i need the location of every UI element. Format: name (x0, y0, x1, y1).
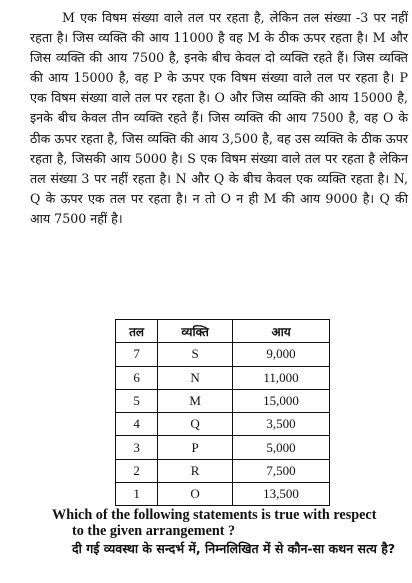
person-cell: M (158, 389, 233, 412)
person-cell: S (158, 343, 233, 366)
question-hindi: दी गई व्यवस्था के सन्दर्भ में, निम्नलिखित में से कौन-सा कथन सत्य है? (72, 541, 396, 556)
floor-cell: 7 (116, 343, 158, 366)
question-english-line-2: to the given arrangement ? (72, 523, 236, 539)
person-cell: N (158, 366, 233, 389)
question-english-line-1: Which of the following statements is true with respect (52, 507, 377, 523)
floor-cell: 5 (116, 389, 158, 412)
question-english (52, 507, 408, 539)
floor-cell: 1 (116, 483, 158, 506)
income-cell: 9,000 (233, 343, 330, 366)
puzzle-passage: M एक विषम संख्या वाले तल पर रहता है, लेकिन तल संख्या -3 पर नहीं रहता है। जिस व्यक्ति की आय 11000 है वह M के ठीक ऊपर रहता है। M और जिस व्यक्ति की आय 7500 है, इनके बीच केवल दो व्यक्ति रहते हैं। जिस व्यक्ति की आय 15000 है, वह P के ऊपर एक विषम संख्या वाले तल पर रहता है। P एक विषम संख्या वाले तल पर रहता है। O और जिस व्यक्ति की आय 15000 है, इनके बीच केवल तीन व्यक्ति रहते हैं। जिस व्यक्ति की आय 7500 है, वह O के ठीक ऊपर रहता है, जिस व्यक्ति की आय 3,500 है, वह उस व्यक्ति के ठीक ऊपर रहता है, जिसकी आय 5000 है। S एक विषम संख्या वाले तल पर रहता है लेकिन तल संख्या 3 पर नहीं रहता है। N और Q के बीच केवल एक व्यक्ति रहता है। N, Q के ऊपर एक तल पर रहता है। न तो O न ही M की आय 9000 है। Q की आय 7500 नहीं है। (30, 10, 408, 226)
arrangement-table (115, 319, 330, 506)
income-cell: 5,000 (233, 436, 330, 459)
floor-cell: 6 (116, 366, 158, 389)
header-person: व्यक्ति (158, 320, 233, 343)
floor-cell: 2 (116, 459, 158, 482)
floor-cell: 4 (116, 413, 158, 436)
person-cell: O (158, 483, 233, 506)
table-row (116, 366, 330, 389)
income-cell: 15,000 (233, 389, 330, 412)
income-cell: 13,500 (233, 483, 330, 506)
table-row (116, 436, 330, 459)
table-row (116, 483, 330, 506)
header-income: आय (233, 320, 330, 343)
table-row (116, 343, 330, 366)
table-row (116, 389, 330, 412)
income-cell: 11,000 (233, 366, 330, 389)
person-cell: Q (158, 413, 233, 436)
table-row (116, 459, 330, 482)
income-cell: 3,500 (233, 413, 330, 436)
table-row (116, 413, 330, 436)
person-cell: R (158, 459, 233, 482)
header-floor: तल (116, 320, 158, 343)
floor-cell: 3 (116, 436, 158, 459)
person-cell: P (158, 436, 233, 459)
income-cell: 7,500 (233, 459, 330, 482)
table-header-row (116, 320, 330, 343)
